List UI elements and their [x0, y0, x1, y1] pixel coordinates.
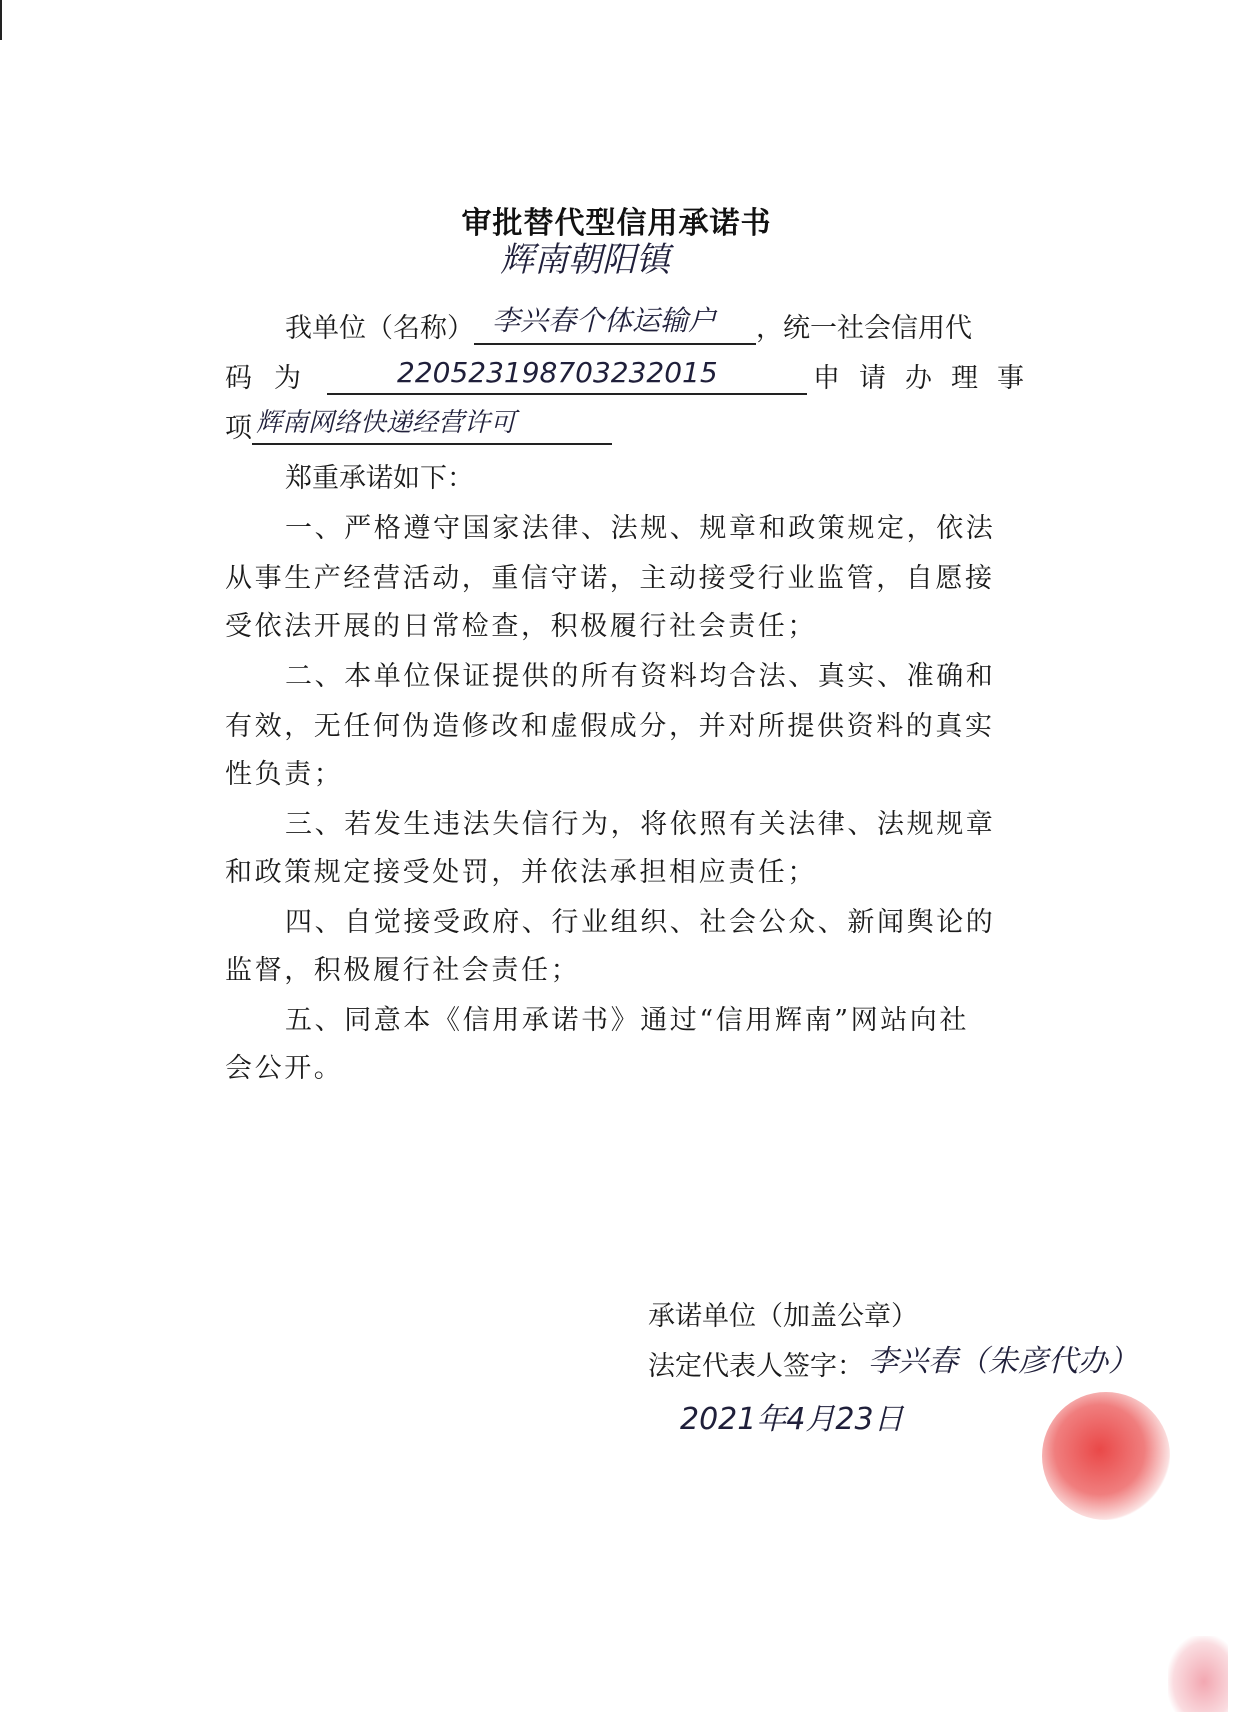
item3-line2: 和政策规定接受处罚，并依法承担相应责任； [225, 857, 817, 888]
credit-code-label-end: 码为 [225, 363, 323, 394]
para1-line2 [225, 356, 1043, 395]
intro-line: 郑重承诺如下： [285, 463, 474, 494]
item-handwriting: 辉南网络快递经营许可 [256, 408, 517, 438]
item5-line1: 五、同意本《信用承诺书》通过“信用辉南”网站向社 [285, 1005, 970, 1036]
legal-rep-label: 法定代表人签字： [648, 1351, 864, 1382]
name-handwriting: 李兴春个体运输户 [492, 304, 717, 337]
item4-line1: 四、自觉接受政府、行业组织、社会公众、新闻舆论的 [285, 907, 996, 938]
promising-unit-label: 承诺单位（加盖公章） [648, 1301, 918, 1332]
item1-line2: 从事生产经营活动，重信守诺，主动接受行业监管，自愿接 [225, 563, 995, 594]
para1-line1 [285, 306, 972, 345]
item2-line1: 二、本单位保证提供的所有资料均合法、真实、准确和 [285, 661, 996, 692]
scan-edge [0, 0, 2, 40]
item2-line2: 有效，无任何伪造修改和虚假成分，并对所提供资料的真实 [225, 711, 995, 742]
handwritten-location-note: 辉南朝阳镇 [500, 240, 670, 280]
item-field [252, 409, 612, 445]
document-title: 审批替代型信用承诺书 [461, 206, 772, 241]
credit-code-field [327, 356, 807, 395]
name-field [474, 304, 756, 345]
item1-line1: 一、严格遵守国家法律、法规、规章和政策规定，依法 [285, 513, 996, 544]
item-label: 项 [225, 413, 252, 444]
legal-rep-signature: 李兴春（朱彦代办） [868, 1344, 1138, 1379]
apply-item-label: 申请办理事 [813, 363, 1043, 394]
item1-line3: 受依法开展的日常检查，积极履行社会责任； [225, 611, 817, 642]
item3-line1: 三、若发生违法失信行为，将依照有关法律、法规规章 [285, 809, 996, 840]
credit-code-handwriting: 220523198703232015 [397, 356, 718, 389]
para1-line3 [225, 406, 612, 445]
item2-line3: 性负责； [225, 759, 344, 790]
red-seal-stamp [1042, 1392, 1170, 1520]
corner-seal-mark [1168, 1636, 1228, 1712]
item4-line2: 监督，积极履行社会责任； [225, 955, 581, 986]
credit-code-label-start: ，统一社会信用代 [756, 313, 972, 344]
signing-date: 2021年4月23日 [680, 1402, 904, 1437]
name-label: 我单位（名称） [285, 313, 474, 344]
item5-line2: 会公开。 [225, 1053, 344, 1084]
